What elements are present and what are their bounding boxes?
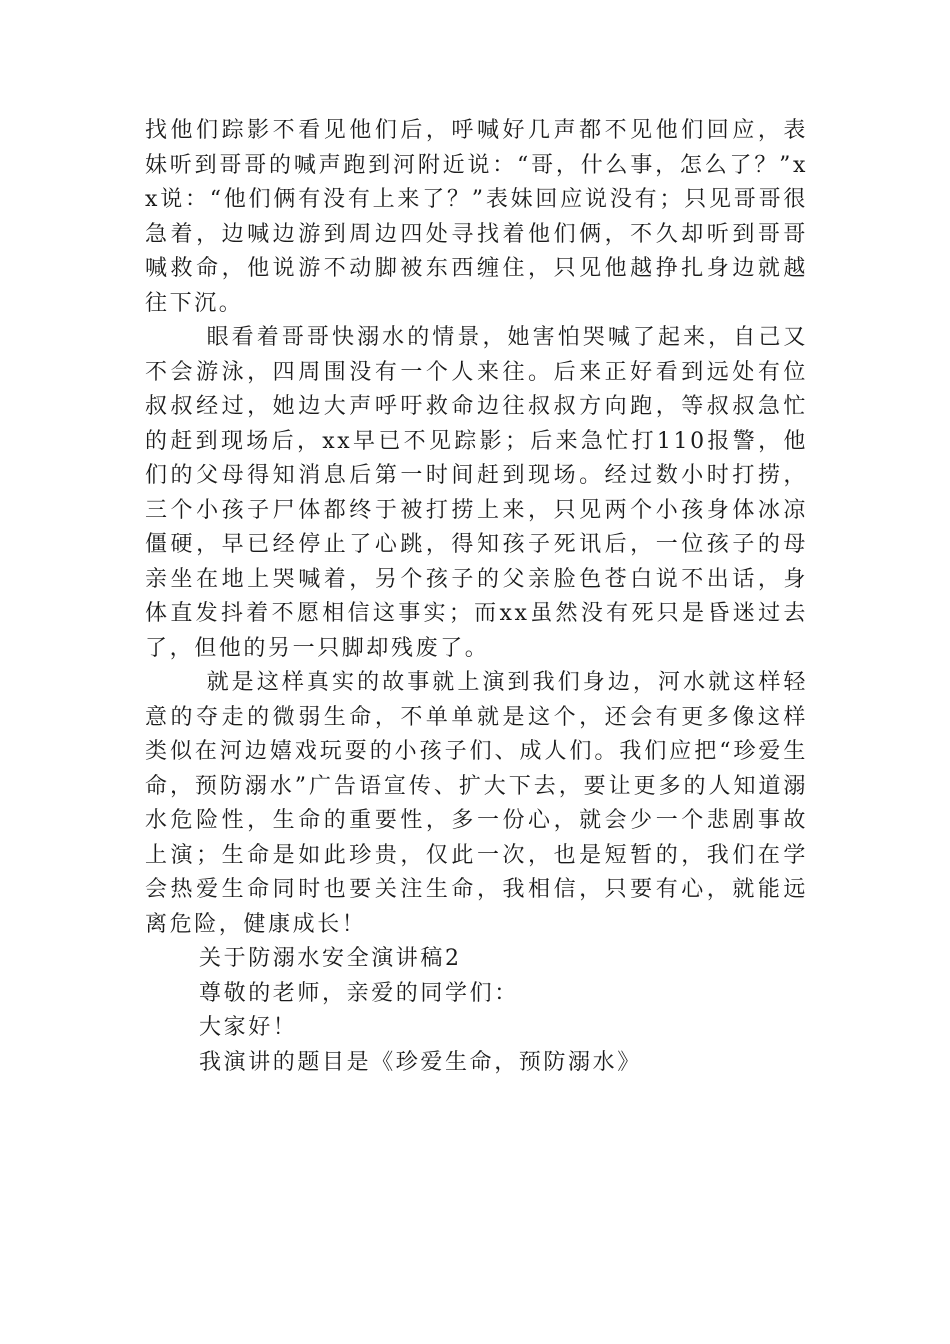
paragraph-continuation: 找他们踪影不看见他们后，呼喊好几声都不见他们回应，表妹听到哥哥的喊声跑到河附近说：“哥，什么事，怎么了？”xx说：“他们俩有没有上来了？”表妹回应说没有；只见哥哥很急着，边喊边游到周边四处寻找着他们俩，不久却听到哥哥喊救命，他说游不动脚被东西缠住，只见他越挣扎身边就越往下沉。	[145, 118, 808, 316]
speech-heading: 关于防溺水安全演讲稿2	[199, 946, 462, 971]
paragraph-conclusion: 就是这样真实的故事就上演到我们身边，河水就这样轻意的夺走的微弱生命，不单单就是这个，还会有更多像这样类似在河边嬉戏玩耍的小孩子们、成人们。我们应把“珍爱生命，预防溺水”广告语宣传、扩大下去，要让更多的人知道溺水危险性，生命的重要性，多一份心，就会少一个悲剧事故上演；生命是如此珍贵，仅此一次，也是短暂的，我们在学会热爱生命同时也要关注生命，我相信，只要有心，就能远离危险，健康成长！	[145, 670, 808, 937]
document-body	[145, 114, 808, 1080]
speech-hello: 大家好！	[199, 1015, 298, 1040]
speech-greeting: 尊敬的老师，亲爱的同学们：	[199, 980, 519, 1006]
speech-topic: 我演讲的题目是《珍爱生命，预防溺水》	[199, 1049, 642, 1075]
paragraph-drowning-scene: 眼看着哥哥快溺水的情景，她害怕哭喊了起来，自己又不会游泳，四周围没有一个人来往。后来正好看到远处有位叔叔经过，她边大声呼吁救命边往叔叔方向跑，等叔叔急忙的赶到现场后，xx早已不见踪影；后来急忙打110报警，他们的父母得知消息后第一时间赶到现场。经过数小时打捞，三个小孩子尸体都终于被打捞上来，只见两个小孩身体冰凉僵硬，早已经停止了心跳，得知孩子死讯后，一位孩子的母亲坐在地上哭喊着，另个孩子的父亲脸色苍白说不出话，身体直发抖着不愿相信这事实；而xx虽然没有死只是昏迷过去了，但他的另一只脚却残废了。	[145, 325, 808, 661]
